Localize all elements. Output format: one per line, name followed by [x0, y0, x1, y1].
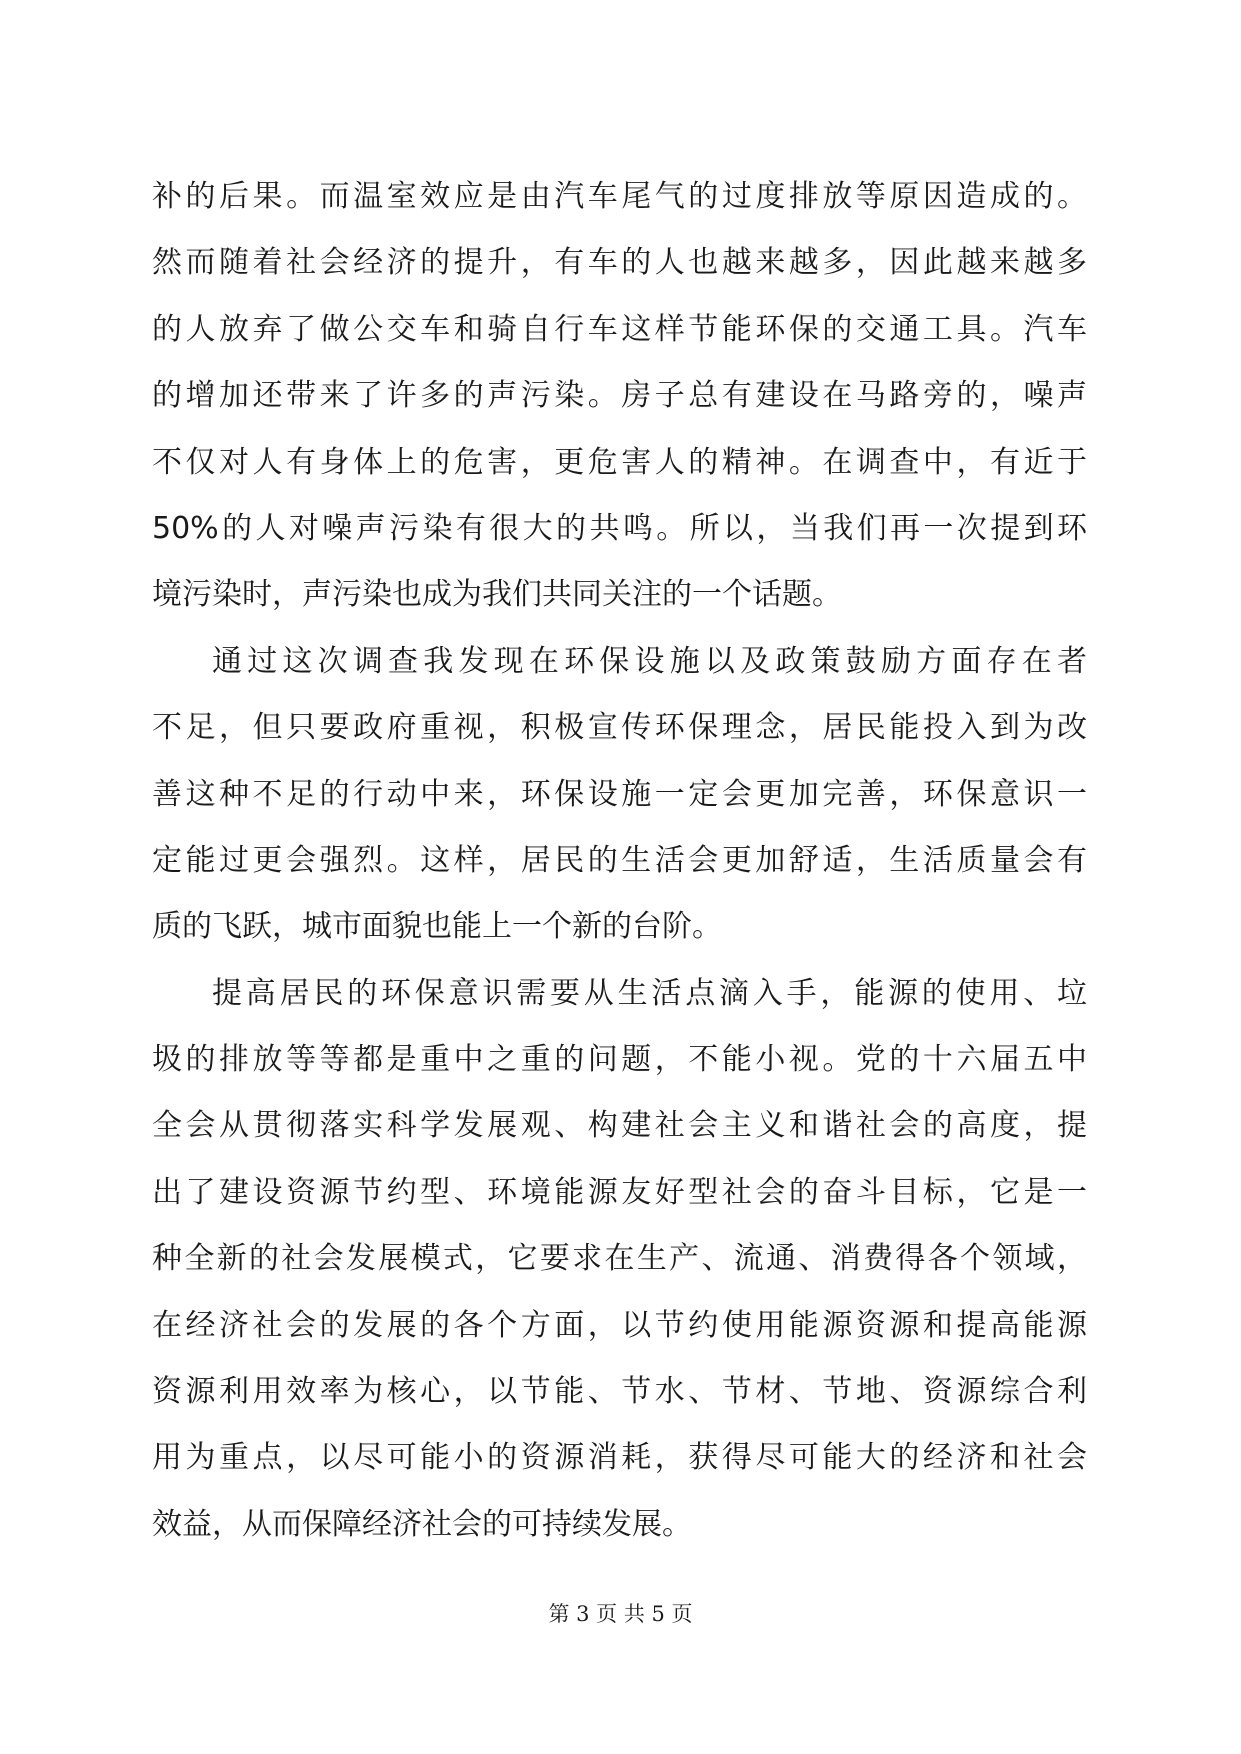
text-line: 的增加还带来了许多的声污染。房子总有建设在马路旁的，噪声 [152, 378, 1087, 414]
text-line: 出了建设资源节约型、环境能源友好型社会的奋斗目标，它是一 [152, 1174, 1087, 1210]
text-line: 50%的人对噪声污染有很大的共鸣。所以，当我们再一次提到环 [152, 510, 1087, 546]
text-line: 全会从贯彻落实科学发展观、构建社会主义和谐社会的高度，提 [152, 1108, 1087, 1144]
text-line: 境污染时，声污染也成为我们共同关注的一个话题。 [152, 577, 842, 613]
text-line: 不足，但只要政府重视，积极宣传环保理念，居民能投入到为改 [152, 710, 1087, 746]
text-line: 质的飞跃，城市面貌也能上一个新的台阶。 [152, 909, 722, 945]
text-line: 然而随着社会经济的提升，有车的人也越来越多，因此越来越多 [152, 245, 1087, 281]
body-text [152, 164, 1087, 1558]
text-line: 定能过更会强烈。这样，居民的生活会更加舒适，生活质量会有 [152, 842, 1087, 878]
text-line: 种全新的社会发展模式，它要求在生产、流通、消费得各个领域， [152, 1241, 1087, 1277]
text-line: 提高居民的环保意识需要从生活点滴入手，能源的使用、垃 [212, 975, 1087, 1011]
page-number-footer: 第 3 页 共 5 页 [548, 1602, 693, 1626]
text-line: 补的后果。而温室效应是由汽车尾气的过度排放等原因造成的。 [152, 179, 1087, 214]
text-line: 圾的排放等等都是重中之重的问题，不能小视。党的十六届五中 [152, 1042, 1087, 1078]
text-line: 的人放弃了做公交车和骑自行车这样节能环保的交通工具。汽车 [152, 311, 1087, 347]
text-line: 用为重点，以尽可能小的资源消耗，获得尽可能大的经济和社会 [152, 1440, 1087, 1476]
text-line: 通过这次调查我发现在环保设施以及政策鼓励方面存在者 [212, 643, 1087, 679]
text-line: 善这种不足的行动中来，环保设施一定会更加完善，环保意识一 [152, 776, 1087, 812]
text-line: 在经济社会的发展的各个方面，以节约使用能源资源和提高能源 [152, 1307, 1087, 1343]
text-line: 资源利用效率为核心，以节能、节水、节材、节地、资源综合利 [152, 1374, 1087, 1410]
text-line: 不仅对人有身体上的危害，更危害人的精神。在调查中，有近于 [152, 444, 1087, 480]
text-line: 效益，从而保障经济社会的可持续发展。 [152, 1506, 692, 1542]
